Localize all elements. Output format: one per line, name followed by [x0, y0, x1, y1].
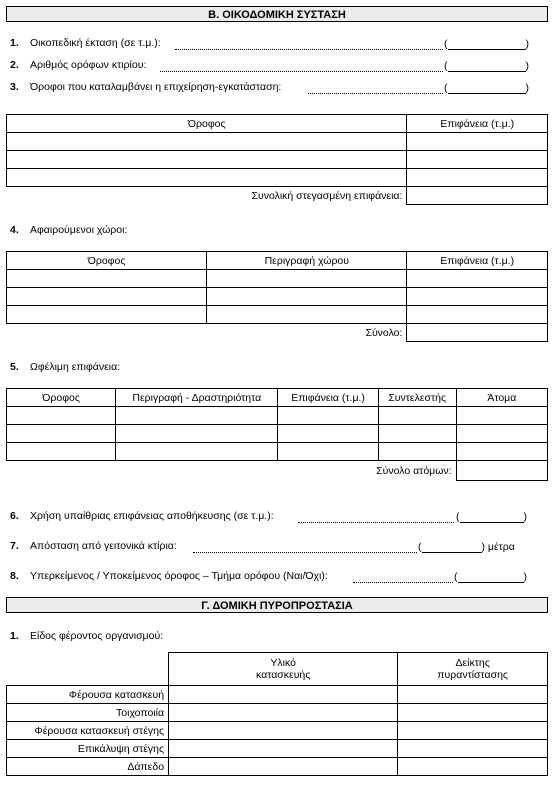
table-cell[interactable] [278, 443, 378, 461]
question-4: 4. Αφαιρούμενοι χώροι: [10, 224, 128, 236]
section-b-title: Β. ΟΙΚΟΔΟΜΙΚΗ ΣΥΣΤΑΣΗ [6, 6, 548, 22]
table-cell[interactable] [169, 686, 398, 704]
table-cell[interactable] [378, 425, 456, 443]
col-activity-header: Περιγραφή - Δραστηριότητα [116, 389, 278, 407]
persons-total-field[interactable] [456, 461, 547, 481]
plot-area-code-field[interactable]: ( ) [444, 38, 529, 50]
table-cell[interactable] [407, 169, 548, 187]
table-cell[interactable] [407, 133, 548, 151]
usable-area-table [6, 388, 548, 481]
total-covered-area-label: Συνολική στεγασμένη επιφάνεια: [7, 187, 407, 205]
table-cell[interactable] [169, 722, 398, 740]
table-cell[interactable] [398, 758, 548, 776]
excluded-total-field[interactable] [407, 324, 548, 342]
occupied-floors-field[interactable] [308, 93, 443, 94]
table-cell[interactable] [398, 740, 548, 758]
table-cell[interactable] [278, 407, 378, 425]
floor-count-field[interactable] [160, 71, 443, 72]
table-cell[interactable] [207, 288, 407, 306]
table-cell[interactable] [456, 425, 547, 443]
excluded-total-label: Σύνολο: [7, 324, 407, 342]
table-cell[interactable] [398, 704, 548, 722]
table-cell[interactable] [169, 704, 398, 722]
table-cell[interactable] [407, 306, 548, 324]
col-persons-header: Άτομα [456, 389, 547, 407]
table-cell[interactable] [407, 288, 548, 306]
table-cell[interactable] [169, 758, 398, 776]
col-floor-header: Όροφος [7, 252, 207, 270]
col-area-header: Επιφάνεια (τ.μ.) [278, 389, 378, 407]
outdoor-storage-field[interactable] [298, 522, 454, 523]
question-5: 5. Ωφέλιμη επιφάνεια: [10, 361, 121, 373]
row-label: Δάπεδο [7, 758, 169, 776]
question-3: 3. Όροφοι που καταλαμβάνει η επιχείρηση-εγκατάσταση: [10, 81, 282, 93]
outdoor-storage-code-field[interactable]: ( ) [456, 511, 527, 523]
table-cell[interactable] [278, 425, 378, 443]
floor-count-code-field[interactable]: ( ) [444, 60, 529, 72]
table-cell[interactable] [7, 133, 407, 151]
table-cell[interactable] [7, 169, 407, 187]
table-cell[interactable] [378, 407, 456, 425]
col-floor-header: Όροφος [7, 115, 407, 133]
fire-protection-table [6, 652, 548, 776]
col-area-header: Επιφάνεια (τ.μ.) [407, 252, 548, 270]
col-floor-header: Όροφος [7, 389, 116, 407]
floors-area-table [6, 114, 548, 205]
table-cell[interactable] [456, 407, 547, 425]
col-coefficient-header: Συντελεστής [378, 389, 456, 407]
persons-total-label: Σύνολο ατόμων: [7, 461, 457, 481]
table-cell[interactable] [378, 443, 456, 461]
distance-unit: μέτρα [487, 541, 515, 553]
table-cell[interactable] [116, 443, 278, 461]
question-8: 8. Υπερκείμενος / Υποκείμενος όροφος – Τμήμα ορόφου (Ναι/Όχι): [10, 570, 328, 582]
adjacent-floor-code-field[interactable]: ( ) [454, 571, 527, 583]
question-1 [10, 37, 161, 49]
question-number: 1. [10, 37, 19, 49]
table-cell[interactable] [116, 407, 278, 425]
question-label: Οικοπεδική έκταση (σε τ.μ.): [30, 37, 161, 49]
question-7: 7. Απόσταση από γειτονικά κτίρια: [10, 540, 177, 552]
adjacent-floor-field[interactable] [353, 582, 453, 583]
neighbour-distance-field[interactable] [193, 552, 417, 553]
table-cell[interactable] [7, 306, 207, 324]
plot-area-field[interactable] [175, 49, 443, 50]
question-6: 6. Χρήση υπαίθριας επιφάνειας αποθήκευσης (σε τ.μ.): [10, 510, 274, 522]
table-cell[interactable] [7, 288, 207, 306]
table-cell[interactable] [7, 443, 116, 461]
table-cell[interactable] [169, 740, 398, 758]
col-fire-resistance-header: Δείκτης πυραντίστασης [398, 653, 548, 686]
row-label: Τοιχοποιία [7, 704, 169, 722]
excluded-spaces-table [6, 251, 548, 342]
col-description-header: Περιγραφή χώρου [207, 252, 407, 270]
table-cell[interactable] [7, 151, 407, 169]
table-cell[interactable] [398, 722, 548, 740]
question-g-1: 1. Είδος φέροντος οργανισμού: [10, 630, 164, 642]
table-cell[interactable] [7, 270, 207, 288]
table-cell[interactable] [7, 425, 116, 443]
table-cell[interactable] [407, 151, 548, 169]
row-label: Επικάλυψη στέγης [7, 740, 169, 758]
col-material-header: Υλικό κατασκευής [169, 653, 398, 686]
table-cell[interactable] [207, 270, 407, 288]
row-label: Φέρουσα κατασκευή [7, 686, 169, 704]
section-g-title: Γ. ΔΟΜΙΚΗ ΠΥΡΟΠΡΟΣΤΑΣΙΑ [6, 597, 548, 613]
row-label: Φέρουσα κατασκευή στέγης [7, 722, 169, 740]
table-cell[interactable] [456, 443, 547, 461]
occupied-floors-code-field[interactable]: ( ) [444, 82, 529, 94]
table-cell[interactable] [116, 425, 278, 443]
neighbour-distance-code-field[interactable]: ( ) μέτρα [418, 541, 515, 553]
col-area-header: Επιφάνεια (τ.μ.) [407, 115, 548, 133]
table-cell[interactable] [407, 270, 548, 288]
table-cell[interactable] [7, 407, 116, 425]
table-cell[interactable] [398, 686, 548, 704]
question-2: 2. Αριθμός ορόφων κτιρίου: [10, 59, 147, 71]
table-cell[interactable] [207, 306, 407, 324]
total-covered-area-field[interactable] [407, 187, 548, 205]
